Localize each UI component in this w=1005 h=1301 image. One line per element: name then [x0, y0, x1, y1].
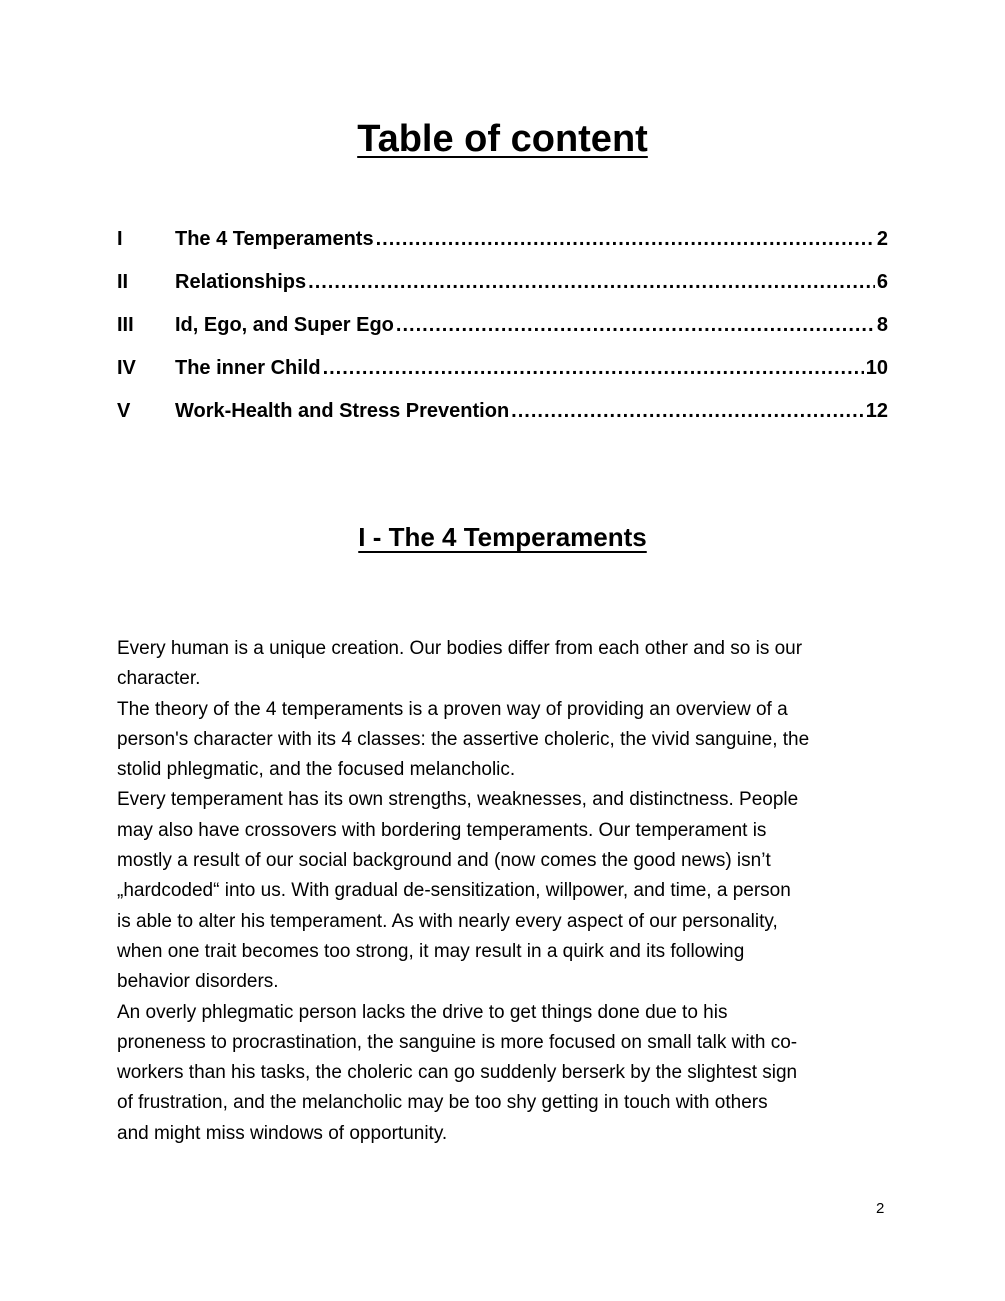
body-line: behavior disorders. — [117, 971, 279, 993]
section-heading — [0, 522, 1005, 553]
table-of-contents — [117, 228, 888, 443]
body-line: when one trait becomes too strong, it may result in a quirk and its following — [117, 940, 745, 962]
body-line: Every temperament has its own strengths, weaknesses, and distinctness. People — [117, 789, 799, 811]
toc-entry[interactable] — [117, 357, 888, 400]
toc-leader — [511, 400, 864, 423]
toc-label: Work-Health and Stress Prevention — [175, 400, 510, 422]
toc-number: II — [117, 271, 129, 293]
body-line: mostly a result of our social background and (now comes the good news) isn’t — [117, 850, 771, 872]
toc-page: 2 — [876, 228, 888, 250]
toc-entry[interactable] — [117, 228, 888, 271]
page-number: 2 — [876, 1200, 885, 1217]
page-title — [0, 118, 1005, 161]
body-line: character. — [117, 668, 201, 690]
toc-number: III — [117, 314, 134, 336]
body-line: may also have crossovers with bordering temperaments. Our temperament is — [117, 819, 767, 841]
toc-page: 6 — [876, 271, 888, 293]
toc-page: 10 — [865, 357, 888, 379]
toc-page: 8 — [876, 314, 888, 336]
toc-entry[interactable] — [117, 271, 888, 314]
toc-leader — [376, 228, 875, 251]
body-line: workers than his tasks, the choleric can go suddenly berserk by the slightest sign — [117, 1062, 798, 1084]
body-line: is able to alter his temperament. As with nearly every aspect of our personality, — [117, 910, 778, 932]
body-line: Every human is a unique creation. Our bodies differ from each other and so is our — [117, 638, 803, 659]
toc-label: The 4 Temperaments — [175, 228, 374, 250]
toc-entry[interactable] — [117, 400, 888, 443]
body-line: proneness to procrastination, the sanguine is more focused on small talk with co- — [117, 1031, 798, 1053]
toc-leader — [323, 357, 864, 380]
toc-leader — [396, 314, 875, 337]
body-line: of frustration, and the melancholic may be too shy getting in touch with others — [117, 1092, 768, 1114]
toc-label: Id, Ego, and Super Ego — [175, 314, 394, 336]
toc-number: V — [117, 400, 131, 422]
toc-number: I — [117, 228, 123, 250]
body-line: An overly phlegmatic person lacks the drive to get things done due to his — [117, 1001, 728, 1023]
toc-label: The inner Child — [175, 357, 321, 379]
section-heading-text: I - The 4 Temperaments — [358, 522, 647, 552]
toc-label: Relationships — [175, 271, 307, 293]
body-text — [117, 634, 897, 1149]
body-line: stolid phlegmatic, and the focused melancholic. — [117, 759, 516, 781]
title-text: Table of content — [357, 118, 648, 160]
toc-page: 12 — [865, 400, 888, 422]
toc-number: IV — [117, 357, 136, 379]
body-line: The theory of the 4 temperaments is a proven way of providing an overview of a — [117, 698, 788, 720]
body-line: „hardcoded“ into us. With gradual de-sensitization, willpower, and time, a person — [117, 880, 791, 902]
toc-entry[interactable] — [117, 314, 888, 357]
toc-leader — [308, 271, 875, 294]
body-line: and might miss windows of opportunity. — [117, 1122, 448, 1144]
body-line: person's character with its 4 classes: the assertive choleric, the vivid sanguine, the — [117, 728, 810, 750]
